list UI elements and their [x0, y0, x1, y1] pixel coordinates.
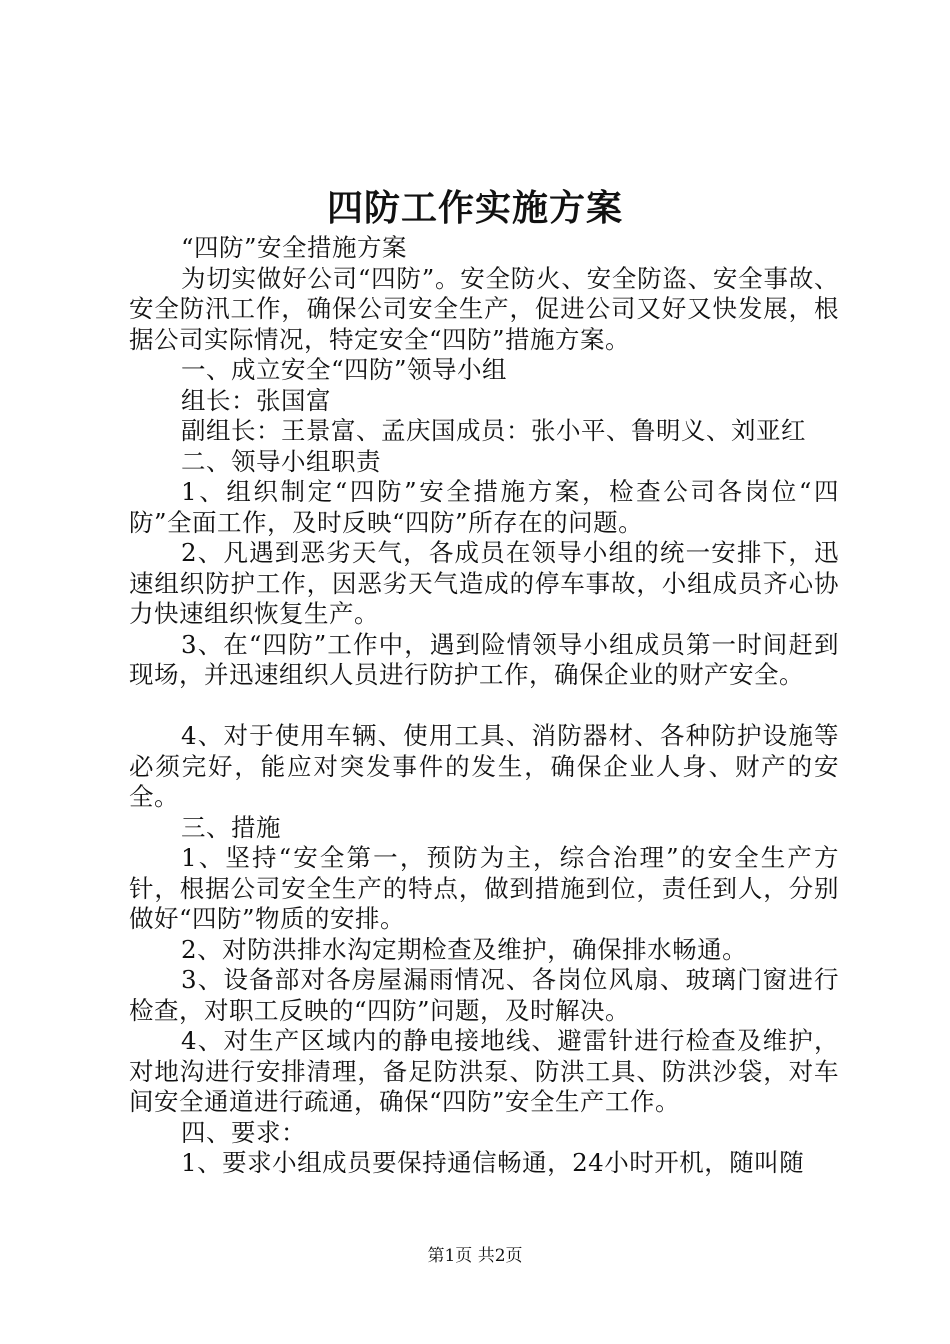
section-heading-1: 一、成立安全“四防”领导小组 — [181, 355, 508, 384]
section-heading-4: 四、要求： — [181, 1117, 306, 1147]
paragraph-members: 副组长：王景富、孟庆国成员：张小平、鲁明义、刘亚红 — [181, 416, 806, 445]
paragraph-measure-2: 2、对防洪排水沟定期检查及维护，确保排水畅通。 — [181, 934, 748, 964]
paragraph-intro: 为切实做好公司“四防”。安全防火、安全防盗、安全事故、安全防汛工作，确保公司安全生产，促进公司又好又快发展，根据公司实际情况，特定安全“四防”措施方案。 — [129, 263, 839, 354]
page-indicator: 第1页 共2页 — [427, 1246, 523, 1266]
section-heading-3: 三、措施 — [181, 812, 281, 842]
paragraph-requirement-1: 1、要求小组成员要保持通信畅通，24小时开机，随叫随 — [181, 1148, 805, 1177]
paragraph-leader: 组长：张国富 — [181, 385, 331, 415]
document-body — [129, 233, 839, 1179]
paragraph-measure-3: 3、设备部对各房屋漏雨情况、各岗位风扇、玻璃门窗进行检查，对职工反映的“四防”问题，及时解决。 — [129, 965, 839, 1025]
paragraph-subtitle: “四防”安全措施方案 — [181, 233, 408, 262]
section-heading-2: 二、领导小组职责 — [181, 446, 381, 476]
paragraph-duty-2: 2、凡遇到恶劣天气，各成员在领导小组的统一安排下，迅速组织防护工作，因恶劣天气造成的停车事故，小组成员齐心协力快速组织恢复生产。 — [129, 538, 839, 628]
paragraph-duty-1: 1、组织制定“四防”安全措施方案，检查公司各岗位“四防”全面工作，及时反映“四防”所存在的问题。 — [129, 477, 839, 537]
paragraph-duty-4: 4、对于使用车辆、使用工具、消防器材、各种防护设施等必须完好，能应对突发事件的发生，确保企业人身、财产的安全。 — [129, 721, 839, 811]
paragraph-measure-4: 4、对生产区域内的静电接地线、避雷针进行检查及维护，对地沟进行安排清理，备足防洪泵、防洪工具、防洪沙袋，对车间安全通道进行疏通，确保“四防”安全生产工作。 — [129, 1026, 839, 1116]
document-title: 四防工作实施方案 — [326, 187, 623, 229]
paragraph-measure-1: 1、坚持“安全第一，预防为主，综合治理”的安全生产方针，根据公司安全生产的特点，做到措施到位，责任到人，分别做好“四防”物质的安排。 — [129, 843, 839, 933]
paragraph-duty-3: 3、在“四防”工作中，遇到险情领导小组成员第一时间赶到现场，并迅速组织人员进行防护工作，确保企业的财产安全。 — [129, 629, 839, 689]
